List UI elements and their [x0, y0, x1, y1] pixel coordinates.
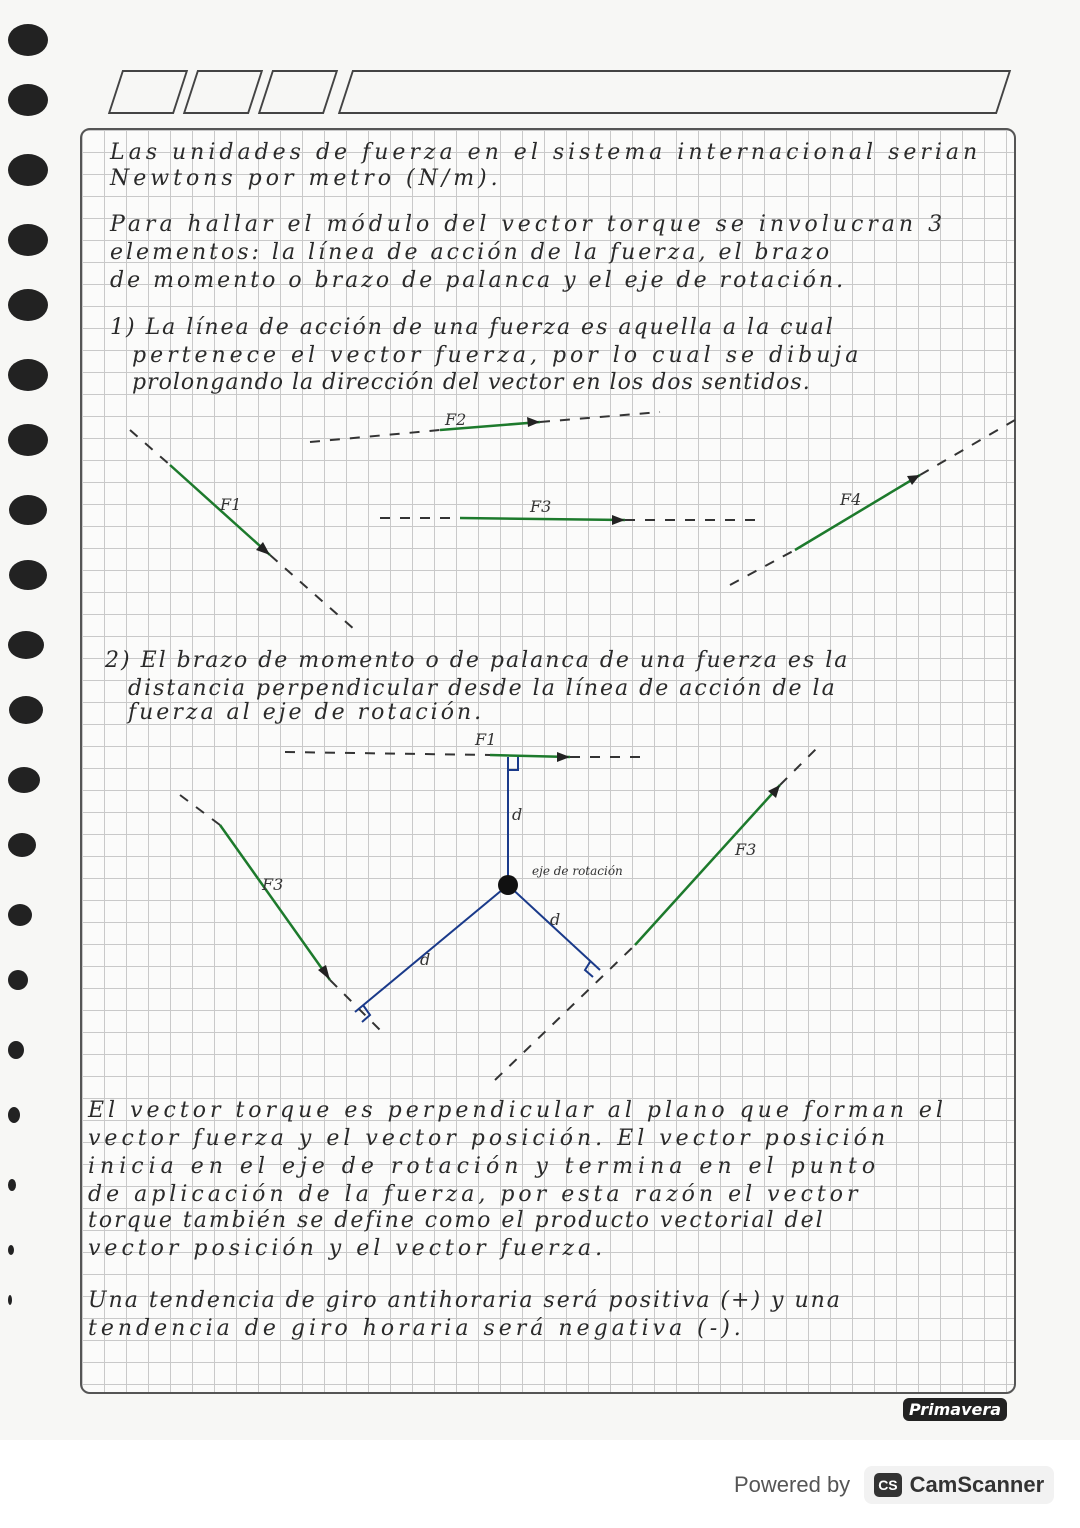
force-label-f3: F3	[735, 840, 757, 859]
text-line: vector fuerza y el vector posición. El vector posición	[88, 1126, 890, 1151]
notebook-brand-logo: Primavera	[903, 1398, 1007, 1421]
powered-by-text: Powered by	[734, 1472, 851, 1497]
text-line: tendencia de giro horaria será negativa (-).	[88, 1316, 745, 1341]
text-line: vector posición y el vector fuerza.	[88, 1236, 607, 1261]
text-line: Las unidades de fuerza en el sistema internacional serian	[110, 140, 982, 165]
date-box	[183, 70, 263, 114]
camscanner-icon: CS	[874, 1473, 901, 1497]
text-line: 2) El brazo de momento o de palanca de una fuerza es la	[105, 648, 850, 673]
distance-label: d	[420, 950, 431, 969]
title-box	[338, 70, 1011, 114]
camscanner-name: CamScanner	[909, 1472, 1045, 1497]
rotation-axis-point	[498, 875, 518, 895]
date-box	[258, 70, 338, 114]
force-label-f1: F1	[475, 730, 497, 749]
lever-arm-diagram	[80, 730, 1012, 1090]
force-label-f3: F3	[262, 875, 284, 894]
text-line: de momento o brazo de palanca y el eje de rotación.	[110, 268, 847, 293]
text-line: Una tendencia de giro antihoraria será positiva (+) y una	[88, 1288, 842, 1313]
text-line: 1) La línea de acción de una fuerza es aquella a la cual	[110, 315, 835, 340]
line-of-action-diagram	[80, 400, 1012, 640]
force-label-f1: F1	[220, 495, 242, 514]
spiral-binding	[0, 0, 60, 1440]
text-line: fuerza al eje de rotación.	[128, 700, 485, 725]
distance-label: d	[550, 910, 561, 929]
distance-label: d	[512, 805, 523, 824]
force-label-f4: F4	[840, 490, 862, 509]
text-line: Para hallar el módulo del vector torque se involucran 3	[110, 212, 947, 237]
date-box	[108, 70, 188, 114]
text-line: de aplicación de la fuerza, por esta razón el vector	[88, 1182, 862, 1207]
camscanner-footer	[734, 1466, 1054, 1504]
text-line: pertenece el vector fuerza, por lo cual se dibuja	[132, 343, 863, 368]
text-line: Newtons por metro (N/m).	[110, 166, 502, 191]
text-line: El vector torque es perpendicular al plano que forman el	[88, 1098, 947, 1123]
text-line: distancia perpendicular desde la línea de acción de la	[128, 676, 837, 701]
camscanner-badge	[864, 1466, 1054, 1504]
text-line: prolongando la dirección del vector en los dos sentidos.	[132, 370, 811, 395]
force-label-f3: F3	[530, 497, 552, 516]
force-label-f2: F2	[445, 410, 467, 429]
axis-label: eje de rotación	[532, 864, 623, 878]
text-line: torque también se define como el producto vectorial del	[88, 1208, 825, 1233]
text-line: elementos: la línea de acción de la fuerza, el brazo	[110, 240, 833, 265]
text-line: inicia en el eje de rotación y termina en el punto	[88, 1154, 881, 1179]
